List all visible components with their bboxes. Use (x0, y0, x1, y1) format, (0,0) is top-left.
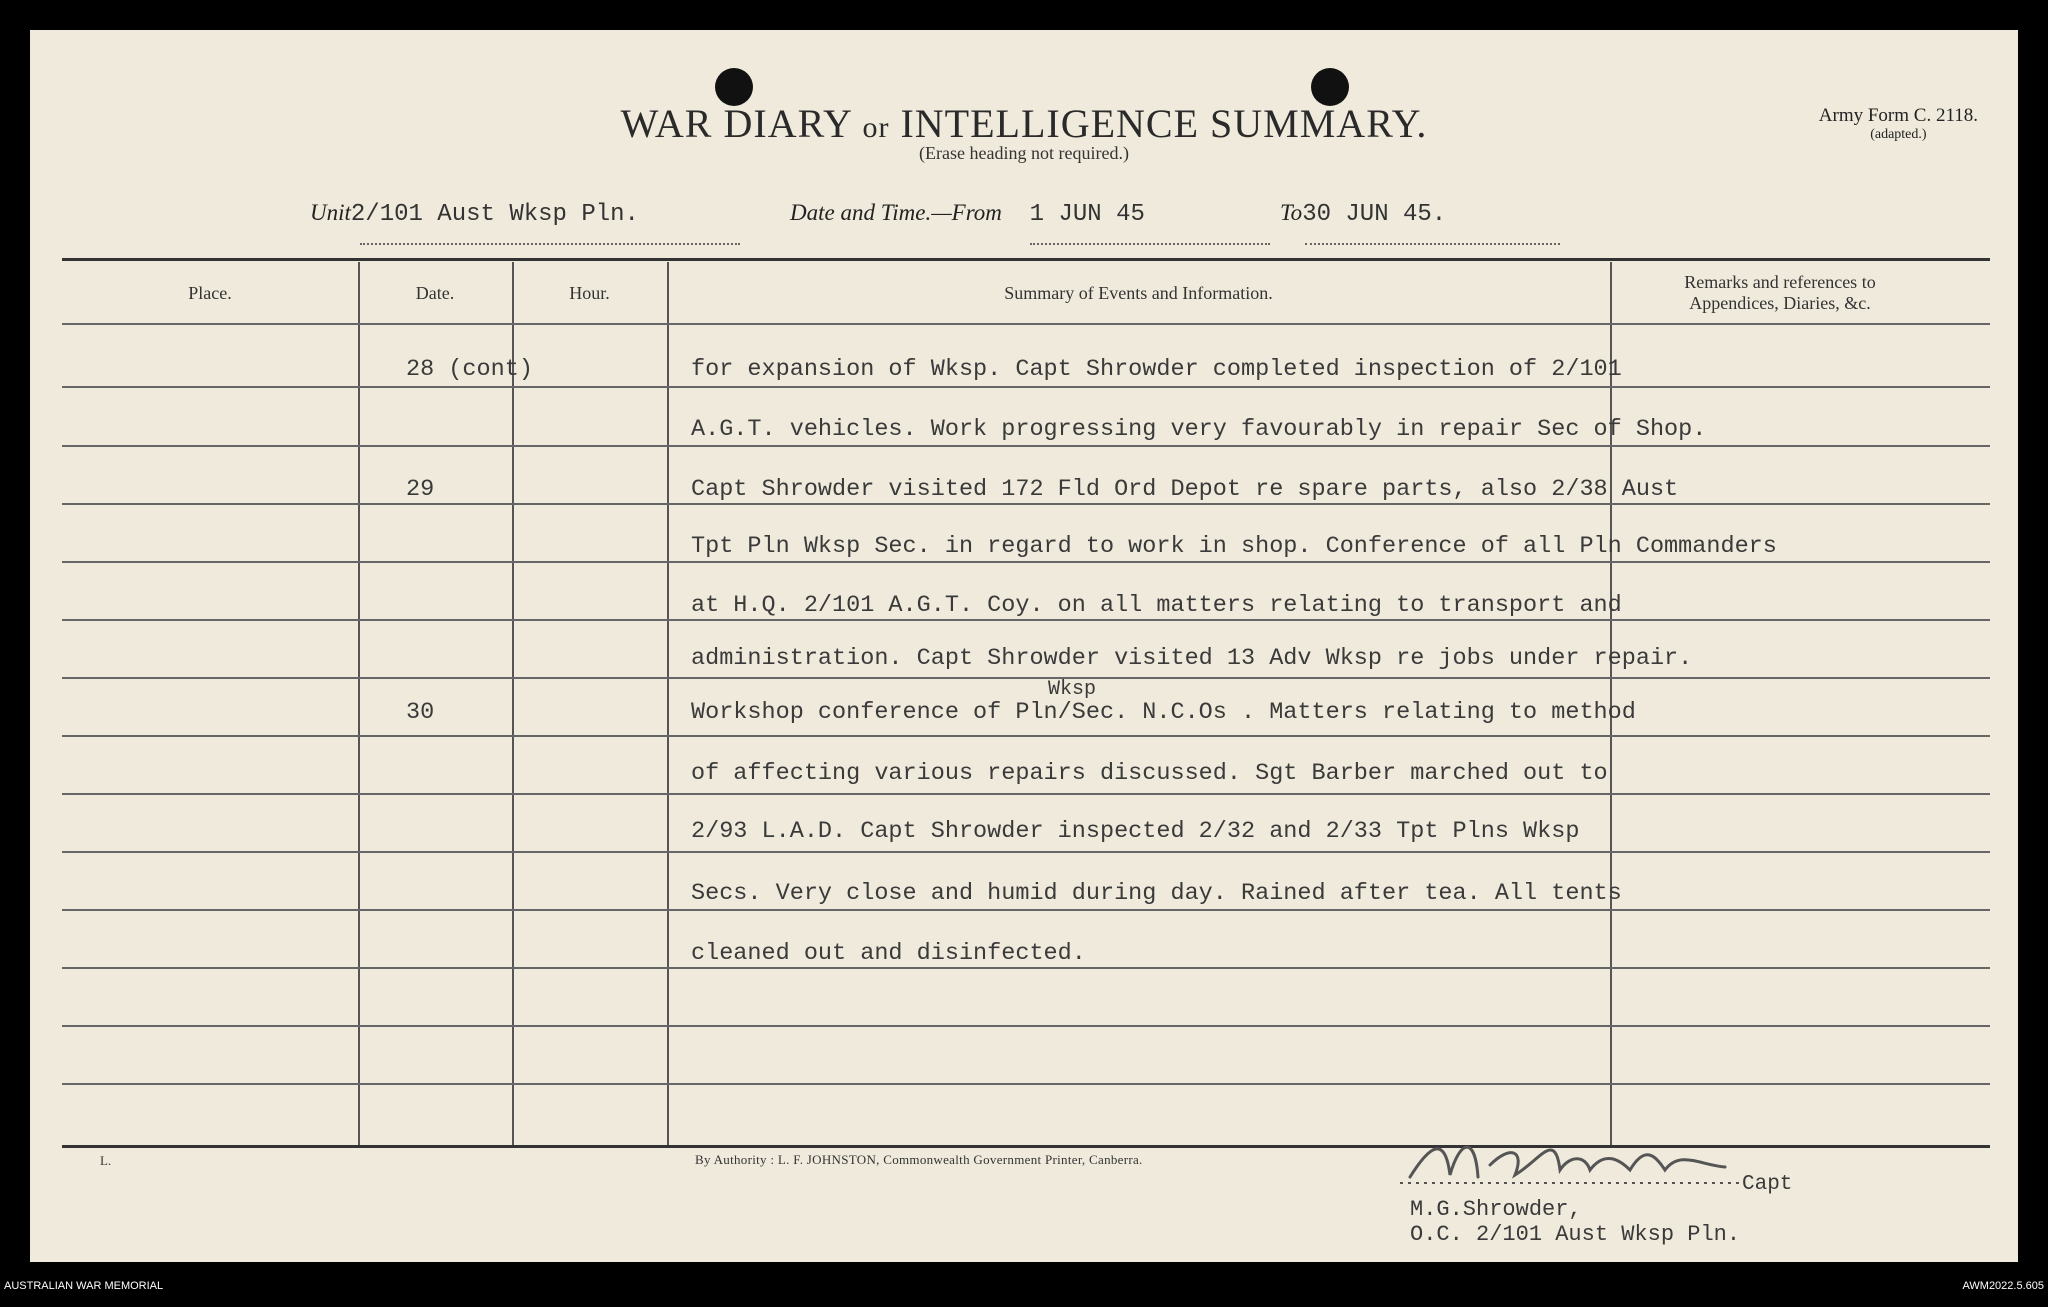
form-code-mark: L. (100, 1153, 112, 1168)
entry-text: administration. Capt Shrowder visited 13 Adv Wksp re jobs under repair. (691, 645, 1693, 672)
entry-text: Secs. Very close and humid during day. Rained after tea. All tents (691, 880, 1622, 907)
table-top-rule (62, 258, 1990, 261)
signature-rank: Capt (1742, 1173, 1793, 1196)
archive-source: AUSTRALIAN WAR MEMORIAL (4, 1280, 164, 1292)
entry-text: A.G.T. vehicles. Work progressing very favourably in repair Sec of Shop. (691, 416, 1707, 443)
form-subtitle: (Erase heading not required.) (919, 143, 1129, 163)
col-summary: Summary of Events and Information. (1004, 283, 1273, 303)
entry-text: at H.Q. 2/101 A.G.T. Coy. on all matters relating to transport and (691, 592, 1622, 619)
title-war-diary: WAR DIARY (620, 101, 852, 146)
form-title (0, 100, 2048, 147)
entry-text: Tpt Pln Wksp Sec. in regard to work in shop. Conference of all Pln Commanders (691, 533, 1777, 560)
entry-date: 29 (406, 476, 435, 503)
entry-date: 28 (cont) (406, 356, 533, 383)
handwritten-insertion: Wksp (1048, 678, 1097, 701)
unit-field (310, 200, 639, 228)
title-or: or (862, 111, 890, 144)
col-hour: Hour. (569, 283, 610, 303)
unit-label: Unit (310, 200, 351, 225)
date-from-value: 1 JUN 45 (1029, 201, 1145, 228)
entry-text: of affecting various repairs discussed. Sgt Barber marched out to (691, 760, 1608, 787)
entry-text: cleaned out and disinfected. (691, 940, 1086, 967)
col-place: Place. (188, 283, 232, 303)
signature-title: O.C. 2/101 Aust Wksp Pln. (1410, 1222, 1741, 1247)
army-form-number (1819, 105, 1978, 143)
entry-text: for expansion of Wksp. Capt Shrowder completed inspection of 2/101 (691, 356, 1622, 383)
entry-text: Workshop conference of Pln/Sec. N.C.Os . Matters relating to method (691, 699, 1636, 726)
col-date: Date. (415, 283, 455, 303)
col-remarks-line1: Remarks and references to (1684, 272, 1876, 292)
date-to-label: To (1280, 200, 1303, 225)
entry-text: Capt Shrowder visited 172 Fld Ord Depot re spare parts, also 2/38 Aust (691, 476, 1679, 503)
printer-imprint: By Authority : L. F. JOHNSTON, Commonwealth Government Printer, Canberra. (695, 1152, 1143, 1167)
date-to-field (1280, 200, 1446, 228)
date-to-value: 30 JUN 45. (1302, 201, 1447, 228)
army-form-label: Army Form C. 2118. (1818, 105, 1978, 126)
signature-name: M.G.Shrowder, (1410, 1197, 1582, 1222)
date-from-field (790, 200, 1145, 228)
army-form-sub: (adapted.) (1870, 127, 1927, 142)
title-intelligence-summary: INTELLIGENCE SUMMARY. (900, 101, 1428, 146)
col-remarks (1610, 272, 1950, 314)
date-from-label: Date and Time.—From (790, 200, 1002, 225)
entry-date: 30 (406, 699, 435, 726)
entry-text: 2/93 L.A.D. Capt Shrowder inspected 2/32 and 2/33 Tpt Plns Wksp (691, 818, 1580, 845)
col-remarks-line2: Appendices, Diaries, &c. (1689, 293, 1871, 313)
unit-value: 2/101 Aust Wksp Pln. (350, 201, 639, 228)
archive-ref: AWM2022.5.605 (1962, 1280, 2044, 1292)
